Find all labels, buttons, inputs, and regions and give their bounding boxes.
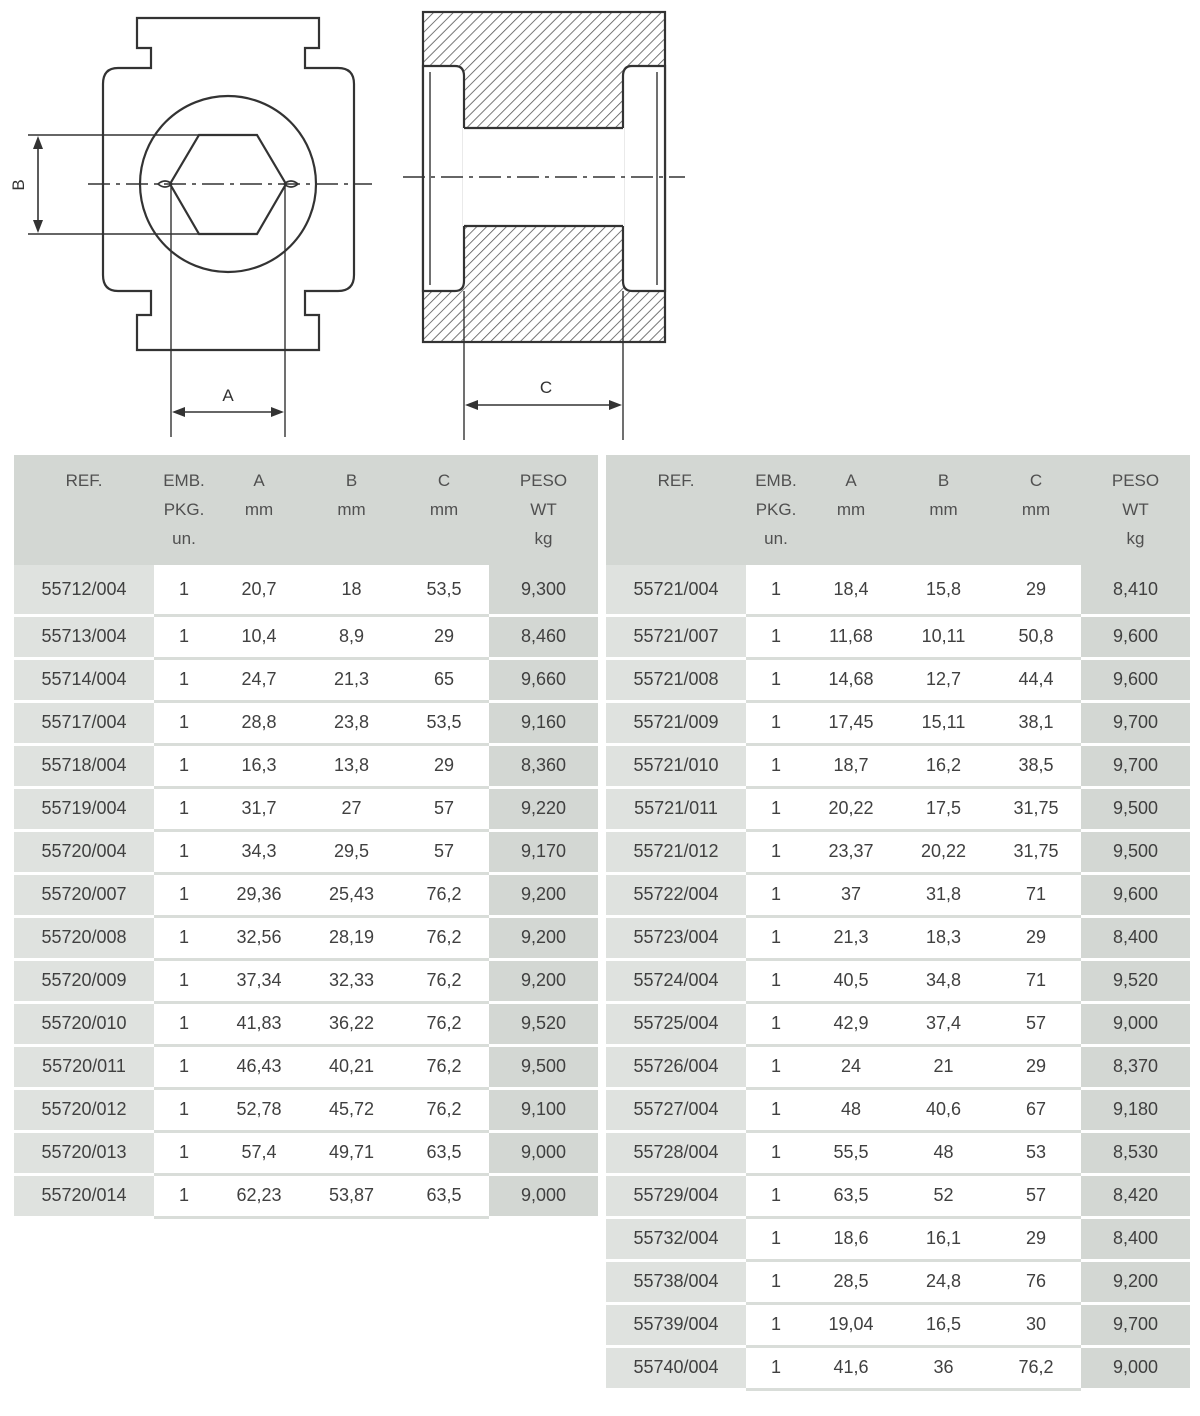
cell-weight: 9,600 (1081, 873, 1190, 916)
cell-weight: 9,700 (1081, 744, 1190, 787)
cell-b: 49,71 (304, 1131, 399, 1174)
cell-pkg: 1 (746, 1045, 806, 1088)
cell-a: 52,78 (214, 1088, 304, 1131)
table-row (606, 873, 1190, 916)
cell-a: 41,83 (214, 1002, 304, 1045)
cell-c: 76,2 (399, 1088, 489, 1131)
cell-weight: 9,700 (1081, 701, 1190, 744)
cell-ref: 55713/004 (14, 615, 154, 658)
cell-c: 31,75 (991, 830, 1081, 873)
cell-b: 37,4 (896, 1002, 991, 1045)
col-ref-header: REF. (14, 455, 154, 565)
table-row (14, 1045, 598, 1088)
cell-ref: 55717/004 (14, 701, 154, 744)
cell-weight: 9,000 (1081, 1346, 1190, 1389)
cell-ref: 55720/011 (14, 1045, 154, 1088)
cell-pkg: 1 (746, 959, 806, 1002)
cell-c: 71 (991, 959, 1081, 1002)
cell-pkg: 1 (154, 916, 214, 959)
cell-weight: 9,600 (1081, 615, 1190, 658)
cell-b: 40,6 (896, 1088, 991, 1131)
cell-a: 31,7 (214, 787, 304, 830)
cell-ref: 55729/004 (606, 1174, 746, 1217)
cell-b: 31,8 (896, 873, 991, 916)
cell-b: 12,7 (896, 658, 991, 701)
cell-c: 29 (399, 615, 489, 658)
table-row (606, 1303, 1190, 1346)
cell-c: 76,2 (399, 916, 489, 959)
cell-a: 29,36 (214, 873, 304, 916)
table-row (606, 1088, 1190, 1131)
cell-weight: 9,170 (489, 830, 598, 873)
cell-c: 38,5 (991, 744, 1081, 787)
cell-c: 30 (991, 1303, 1081, 1346)
cell-pkg: 1 (154, 1131, 214, 1174)
cell-ref: 55721/012 (606, 830, 746, 873)
cell-pkg: 1 (746, 1131, 806, 1174)
cell-ref: 55724/004 (606, 959, 746, 1002)
cell-b: 18 (304, 565, 399, 615)
cell-weight: 9,500 (1081, 787, 1190, 830)
cell-weight: 8,400 (1081, 916, 1190, 959)
cell-b: 32,33 (304, 959, 399, 1002)
cell-ref: 55726/004 (606, 1045, 746, 1088)
cell-a: 18,7 (806, 744, 896, 787)
table-row (14, 1174, 598, 1217)
cell-c: 38,1 (991, 701, 1081, 744)
col-weight-header: PESO WT kg (1081, 455, 1190, 565)
table-row (606, 830, 1190, 873)
cell-c: 29 (399, 744, 489, 787)
cell-ref: 55721/011 (606, 787, 746, 830)
cell-ref: 55723/004 (606, 916, 746, 959)
cell-a: 40,5 (806, 959, 896, 1002)
cell-ref: 55720/012 (14, 1088, 154, 1131)
cell-weight: 9,520 (489, 1002, 598, 1045)
cell-pkg: 1 (154, 744, 214, 787)
cell-c: 57 (399, 830, 489, 873)
cell-weight: 8,400 (1081, 1217, 1190, 1260)
cell-weight: 9,500 (1081, 830, 1190, 873)
cell-ref: 55720/013 (14, 1131, 154, 1174)
cell-a: 28,5 (806, 1260, 896, 1303)
table-row (606, 701, 1190, 744)
table-row (606, 787, 1190, 830)
cell-pkg: 1 (746, 1346, 806, 1389)
cell-a: 55,5 (806, 1131, 896, 1174)
col-weight-header: PESO WT kg (489, 455, 598, 565)
col-b-header: B mm (896, 455, 991, 565)
cell-b: 17,5 (896, 787, 991, 830)
cell-a: 20,22 (806, 787, 896, 830)
cell-pkg: 1 (154, 1088, 214, 1131)
cell-ref: 55720/004 (14, 830, 154, 873)
cell-ref: 55720/008 (14, 916, 154, 959)
table-row (14, 615, 598, 658)
cell-ref: 55714/004 (14, 658, 154, 701)
cell-c: 76,2 (399, 1002, 489, 1045)
cell-pkg: 1 (154, 873, 214, 916)
cell-a: 10,4 (214, 615, 304, 658)
cell-ref: 55728/004 (606, 1131, 746, 1174)
cell-c: 57 (991, 1174, 1081, 1217)
cell-c: 44,4 (991, 658, 1081, 701)
cell-pkg: 1 (746, 1174, 806, 1217)
cell-weight: 9,180 (1081, 1088, 1190, 1131)
cell-pkg: 1 (154, 658, 214, 701)
cell-pkg: 1 (746, 615, 806, 658)
table-header-row (14, 455, 598, 565)
table-header-row (606, 455, 1190, 565)
cell-weight: 9,700 (1081, 1303, 1190, 1346)
cell-b: 34,8 (896, 959, 991, 1002)
cell-a: 42,9 (806, 1002, 896, 1045)
cell-weight: 9,000 (489, 1131, 598, 1174)
cell-pkg: 1 (746, 873, 806, 916)
cell-c: 63,5 (399, 1174, 489, 1217)
table-row (14, 744, 598, 787)
cell-pkg: 1 (746, 1002, 806, 1045)
cell-b: 40,21 (304, 1045, 399, 1088)
cell-c: 76,2 (399, 1045, 489, 1088)
cell-pkg: 1 (746, 1217, 806, 1260)
table-row (606, 1045, 1190, 1088)
cell-weight: 9,000 (489, 1174, 598, 1217)
cell-b: 16,2 (896, 744, 991, 787)
cell-c: 67 (991, 1088, 1081, 1131)
cell-b: 10,11 (896, 615, 991, 658)
cell-c: 63,5 (399, 1131, 489, 1174)
cell-ref: 55721/010 (606, 744, 746, 787)
dimension-b-label: B (9, 179, 28, 191)
cell-weight: 9,100 (489, 1088, 598, 1131)
cell-ref: 55720/010 (14, 1002, 154, 1045)
cell-c: 29 (991, 916, 1081, 959)
cell-a: 37 (806, 873, 896, 916)
cell-b: 23,8 (304, 701, 399, 744)
cell-pkg: 1 (746, 701, 806, 744)
cell-ref: 55738/004 (606, 1260, 746, 1303)
cell-pkg: 1 (746, 830, 806, 873)
table-row (606, 959, 1190, 1002)
cell-a: 37,34 (214, 959, 304, 1002)
cell-pkg: 1 (746, 787, 806, 830)
table-row (606, 1131, 1190, 1174)
cell-ref: 55721/009 (606, 701, 746, 744)
col-b-header: B mm (304, 455, 399, 565)
cell-ref: 55718/004 (14, 744, 154, 787)
cell-c: 50,8 (991, 615, 1081, 658)
cell-weight: 8,410 (1081, 565, 1190, 615)
cell-a: 20,7 (214, 565, 304, 615)
table-row (14, 873, 598, 916)
cell-ref: 55740/004 (606, 1346, 746, 1389)
cell-a: 18,6 (806, 1217, 896, 1260)
cell-a: 23,37 (806, 830, 896, 873)
cell-pkg: 1 (154, 830, 214, 873)
table-row (14, 658, 598, 701)
cell-ref: 55722/004 (606, 873, 746, 916)
cell-pkg: 1 (154, 1002, 214, 1045)
cell-pkg: 1 (154, 1174, 214, 1217)
cell-b: 36,22 (304, 1002, 399, 1045)
table-row (14, 701, 598, 744)
cell-b: 36 (896, 1346, 991, 1389)
col-a-header: A mm (806, 455, 896, 565)
technical-drawing (0, 0, 700, 445)
cell-weight: 9,160 (489, 701, 598, 744)
cell-a: 17,45 (806, 701, 896, 744)
table-row (606, 916, 1190, 959)
col-c-header: C mm (991, 455, 1081, 565)
cell-pkg: 1 (746, 1260, 806, 1303)
cell-b: 13,8 (304, 744, 399, 787)
cell-pkg: 1 (154, 701, 214, 744)
table-row (14, 1002, 598, 1045)
cell-c: 31,75 (991, 787, 1081, 830)
table-row (14, 830, 598, 873)
cell-b: 20,22 (896, 830, 991, 873)
cell-b: 8,9 (304, 615, 399, 658)
cell-a: 63,5 (806, 1174, 896, 1217)
cell-ref: 55739/004 (606, 1303, 746, 1346)
cell-weight: 9,200 (489, 873, 598, 916)
cell-a: 18,4 (806, 565, 896, 615)
cell-pkg: 1 (154, 787, 214, 830)
col-ref-header: REF. (606, 455, 746, 565)
cell-c: 53,5 (399, 565, 489, 615)
table-row (14, 916, 598, 959)
cell-ref: 55719/004 (14, 787, 154, 830)
cell-c: 76,2 (399, 959, 489, 1002)
cell-c: 53,5 (399, 701, 489, 744)
cell-b: 15,8 (896, 565, 991, 615)
table-row (14, 787, 598, 830)
cell-weight: 9,520 (1081, 959, 1190, 1002)
cell-a: 24,7 (214, 658, 304, 701)
cell-c: 76 (991, 1260, 1081, 1303)
cell-weight: 8,370 (1081, 1045, 1190, 1088)
cell-pkg: 1 (746, 744, 806, 787)
cell-pkg: 1 (154, 1045, 214, 1088)
cell-weight: 9,500 (489, 1045, 598, 1088)
dimension-a-label: A (222, 386, 234, 405)
table-row (606, 1174, 1190, 1217)
table-row (14, 1131, 598, 1174)
cell-b: 25,43 (304, 873, 399, 916)
cell-b: 21 (896, 1045, 991, 1088)
cell-b: 48 (896, 1131, 991, 1174)
cell-b: 27 (304, 787, 399, 830)
cell-c: 65 (399, 658, 489, 701)
cell-a: 41,6 (806, 1346, 896, 1389)
cell-a: 34,3 (214, 830, 304, 873)
cell-b: 16,5 (896, 1303, 991, 1346)
col-emb-header: EMB. PKG. un. (154, 455, 214, 565)
cell-c: 76,2 (399, 873, 489, 916)
cell-weight: 9,200 (489, 916, 598, 959)
cell-b: 16,1 (896, 1217, 991, 1260)
cell-ref: 55732/004 (606, 1217, 746, 1260)
table-row (606, 1346, 1190, 1389)
cell-pkg: 1 (746, 1303, 806, 1346)
table-row (14, 959, 598, 1002)
table-row (14, 565, 598, 615)
col-a-header: A mm (214, 455, 304, 565)
cell-ref: 55721/008 (606, 658, 746, 701)
cell-b: 29,5 (304, 830, 399, 873)
cell-weight: 8,460 (489, 615, 598, 658)
cell-c: 29 (991, 565, 1081, 615)
table-row (606, 658, 1190, 701)
cell-weight: 9,000 (1081, 1002, 1190, 1045)
cell-a: 48 (806, 1088, 896, 1131)
cell-a: 16,3 (214, 744, 304, 787)
cell-weight: 8,530 (1081, 1131, 1190, 1174)
cell-ref: 55721/004 (606, 565, 746, 615)
cell-ref: 55720/014 (14, 1174, 154, 1217)
cell-ref: 55727/004 (606, 1088, 746, 1131)
table-row (606, 565, 1190, 615)
cell-b: 18,3 (896, 916, 991, 959)
cell-a: 14,68 (806, 658, 896, 701)
cell-pkg: 1 (154, 615, 214, 658)
table-row (14, 1088, 598, 1131)
cell-weight: 8,360 (489, 744, 598, 787)
cell-c: 29 (991, 1217, 1081, 1260)
cell-a: 57,4 (214, 1131, 304, 1174)
specs-table-right (606, 455, 1190, 1391)
cell-weight: 9,300 (489, 565, 598, 615)
cell-pkg: 1 (746, 658, 806, 701)
cell-a: 46,43 (214, 1045, 304, 1088)
cell-b: 28,19 (304, 916, 399, 959)
cell-pkg: 1 (154, 565, 214, 615)
cell-a: 24 (806, 1045, 896, 1088)
cell-pkg: 1 (746, 1088, 806, 1131)
cell-c: 76,2 (991, 1346, 1081, 1389)
cell-pkg: 1 (746, 565, 806, 615)
cell-ref: 55712/004 (14, 565, 154, 615)
cell-weight: 9,600 (1081, 658, 1190, 701)
cell-a: 62,23 (214, 1174, 304, 1217)
cell-b: 52 (896, 1174, 991, 1217)
cell-a: 19,04 (806, 1303, 896, 1346)
cell-pkg: 1 (746, 916, 806, 959)
col-emb-header: EMB. PKG. un. (746, 455, 806, 565)
col-c-header: C mm (399, 455, 489, 565)
table-row (606, 1260, 1190, 1303)
cell-a: 28,8 (214, 701, 304, 744)
cell-weight: 9,220 (489, 787, 598, 830)
table-row (606, 615, 1190, 658)
table-row (606, 1002, 1190, 1045)
cell-b: 15,11 (896, 701, 991, 744)
cell-b: 53,87 (304, 1174, 399, 1217)
cell-weight: 9,200 (489, 959, 598, 1002)
cell-a: 21,3 (806, 916, 896, 959)
cell-ref: 55725/004 (606, 1002, 746, 1045)
cell-pkg: 1 (154, 959, 214, 1002)
specs-table-left (14, 455, 598, 1219)
table-row (606, 744, 1190, 787)
cell-b: 45,72 (304, 1088, 399, 1131)
cell-b: 21,3 (304, 658, 399, 701)
cell-c: 57 (399, 787, 489, 830)
cell-a: 11,68 (806, 615, 896, 658)
cell-c: 71 (991, 873, 1081, 916)
cell-weight: 9,660 (489, 658, 598, 701)
dimension-c-label: C (539, 378, 553, 397)
cell-weight: 9,200 (1081, 1260, 1190, 1303)
cell-ref: 55721/007 (606, 615, 746, 658)
cell-ref: 55720/007 (14, 873, 154, 916)
cell-ref: 55720/009 (14, 959, 154, 1002)
cell-c: 53 (991, 1131, 1081, 1174)
cell-a: 32,56 (214, 916, 304, 959)
cell-c: 29 (991, 1045, 1081, 1088)
table-row (606, 1217, 1190, 1260)
cell-b: 24,8 (896, 1260, 991, 1303)
cell-weight: 8,420 (1081, 1174, 1190, 1217)
cell-c: 57 (991, 1002, 1081, 1045)
